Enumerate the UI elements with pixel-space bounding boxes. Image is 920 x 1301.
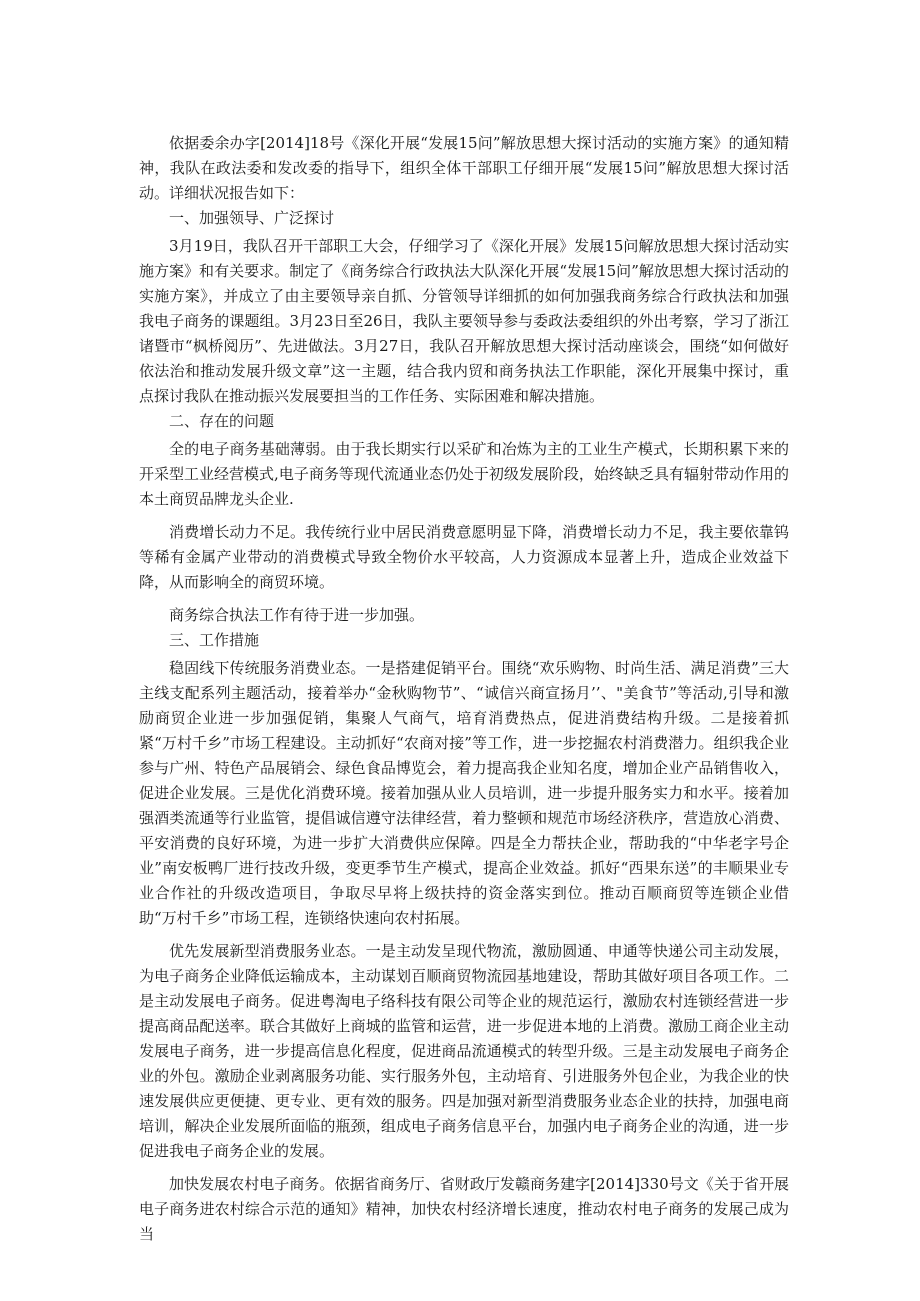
section-2-paragraph-1: 全的电子商务基础薄弱。由于我长期实行以采矿和冶炼为主的工业生产模式，长期积累下来的开采型工业经营模式,电子商务等现代流通业态仍处于初级发展阶段，始终缺乏具有辐射带动作用的本土商贸品牌龙头企业. — [139, 440, 789, 508]
section-2-paragraph-3: 商务综合执法工作有待于进一步加强。 — [169, 606, 425, 624]
intro-paragraph: 依据委余办字[2014]18号《深化开展“发展15问”解放思想大探讨活动的实施方案》的通知精神，我队在政法委和发改委的指导下，组织全体干部职工仔细开展“发展15问”解放思想大探讨活动。详细状况报告如下： — [139, 134, 789, 202]
section-1-heading: 一、加强领导、广泛探讨 — [169, 209, 335, 227]
section-2-paragraph-2: 消费增长动力不足。我传统行业中居民消费意愿明显下降，消费增长动力不足，我主要依靠钨等稀有金属产业带动的消费模式导致全物价水平较高，人力资源成本显著上升，造成企业效益下降，从而影响全的商贸环境。 — [139, 523, 789, 591]
section-2-heading: 二、存在的问题 — [169, 412, 275, 430]
document-body — [139, 131, 789, 1247]
section-3-paragraph-2: 优先发展新型消费服务业态。一是主动发呈现代物流，激励圆通、申通等快递公司主动发展，为电子商务企业降低运输成本，主动谋划百顺商贸物流园基地建设，帮助其做好项目各项工作。二是主动发展电子商务。促进粤淘电子络科技有限公司等企业的规范运行，激励农村连锁经营进一步提高商品配送率。联合其做好上商城的监管和运营，进一步促进本地的上消费。激励工商企业主动发展电子商务，进一步提高信息化程度，促进商品流通模式的转型升级。三是主动发展电子商务企业的外包。激励企业剥离服务功能、实行服务外包，主动培育、引进服务外包企业，为我企业的快速发展供应更便捷、更专业、更有效的服务。四是加强对新型消费服务业态企业的扶持，加强电商培训，解决企业发展所面临的瓶颈，组成电子商务信息平台，加强内电子商务企业的沟通，进一步促进我电子商务企业的发展。 — [139, 942, 789, 1160]
section-3-paragraph-3: 加快发展农村电子商务。依据省商务厅、省财政厅发赣商务建字[2014]330号文《关于省开展电子商务进农村综合示范的通知》精神，加快农村经济增长速度，推动农村电子商务的发展己成为当 — [139, 1175, 789, 1243]
section-3-paragraph-1: 稳固线下传统服务消费业态。一是搭建促销平台。围绕“欢乐购物、时尚生活、满足消费”三大主线支配系列主题活动，接着举办“金秋购物节”、“诚信兴商宣扬月’’、"美食节”等活动,引导和激励商贸企业进一步加强促销，集聚人气商气，培育消费热点，促进消费结构升级。二是接着抓紧“万村千乡”市场工程建设。主动抓好“农商对接”等工作，进一步挖掘农村消费潜力。组织我企业参与广州、特色产品展销会、绿色食品博览会，着力提高我企业知名度，增加企业产品销售收入，促进企业发展。三是优化消费环境。接着加强从业人员培训，进一步提升服务实力和水平。接着加强酒类流通等行业监管，提倡诚信遵守法律经营，着力整顿和规范市场经济秩序，营造放心消费、平安消费的良好环境，为进一步扩大消费供应保障。四是全力帮扶企业，帮助我的“中华老字号企业”南安板鸭厂进行技改升级，变更季节生产模式，提高企业效益。抓好“西果东送”的丰顺果业专业合作社的升级改造项目，争取尽早将上级扶持的资金落实到位。推动百顺商贸等连锁企业借助“万村千乡”市场工程，连锁络快速向农村拓展。 — [139, 659, 789, 927]
section-3-heading: 三、工作措施 — [169, 631, 260, 649]
section-1-paragraph: 3月19日，我队召开干部职工大会，仔细学习了《深化开展》发展15问解放思想大探讨活动实施方案》和有关要求。制定了《商务综合行政执法大队深化开展“发展15问”解放思想大探讨活动的实施方案》，并成立了由主要领导亲自抓、分管领导详细抓的如何加强我商务综合行政执法和加强我电子商务的课题组。3月23日至26日，我队主要领导参与委政法委组织的外出考察，学习了浙江诸暨市“枫桥阅历”、先进做法。3月27日，我队召开解放思想大探讨活动座谈会，围绕“如何做好依法治和推动发展升级文章”这一主题，结合我内贸和商务执法工作职能，深化开展集中探讨，重点探讨我队在推动振兴发展要担当的工作任务、实际困难和解决措施。 — [139, 237, 789, 405]
